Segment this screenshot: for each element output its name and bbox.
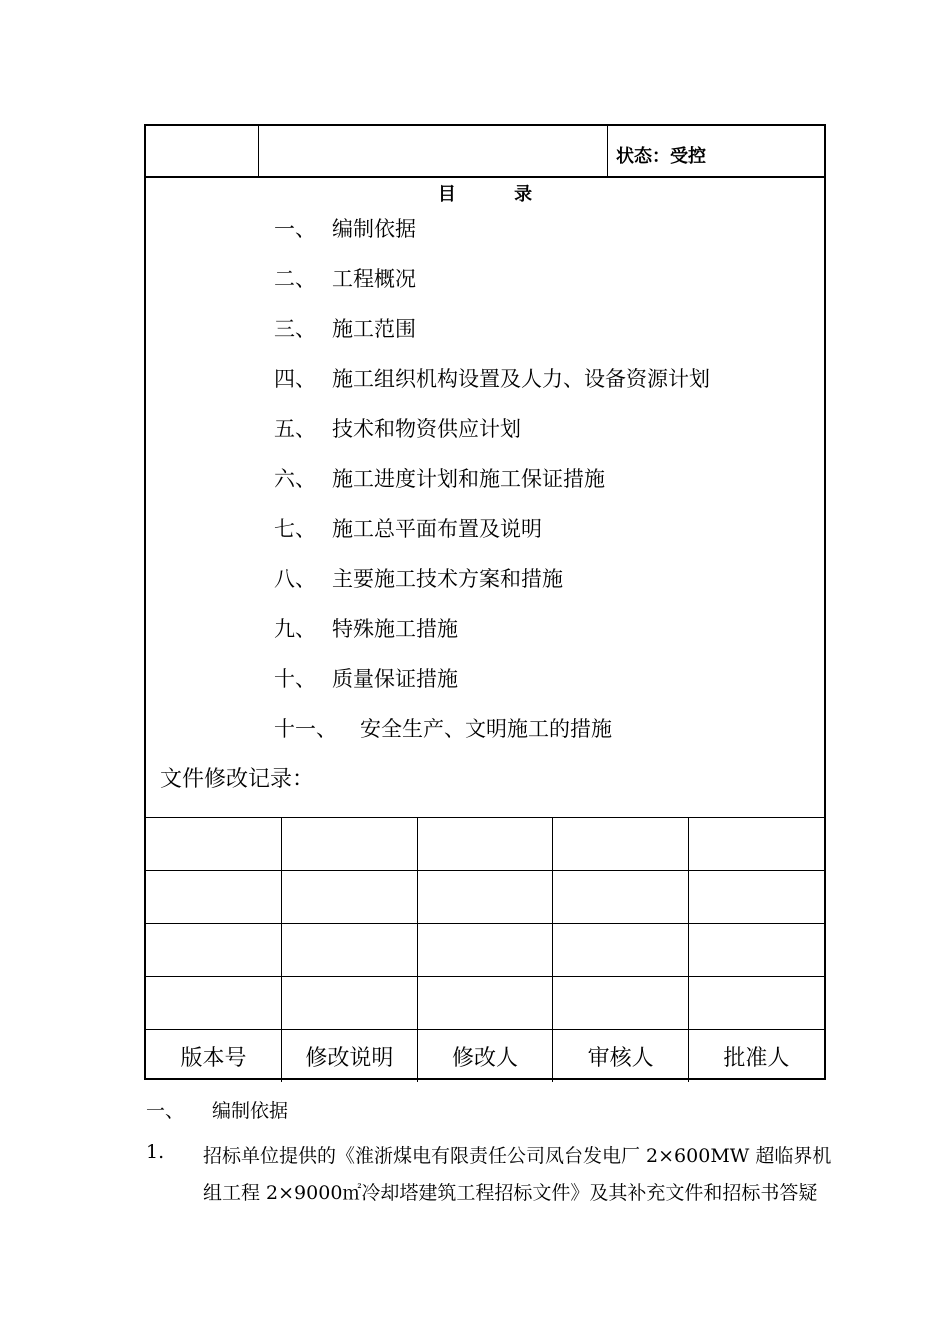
toc-item: 六、 施工进度计划和施工保证措施 bbox=[274, 467, 605, 491]
revision-table bbox=[146, 817, 824, 1082]
toc-item: 十一、 安全生产、文明施工的措施 bbox=[274, 717, 612, 741]
table-row bbox=[146, 924, 824, 977]
header-divider bbox=[607, 126, 608, 176]
table-row bbox=[146, 818, 824, 871]
header-bottom-line bbox=[146, 176, 824, 178]
table-cell bbox=[688, 818, 824, 871]
column-header: 审核人 bbox=[553, 1030, 689, 1083]
table-cell bbox=[417, 871, 553, 924]
column-header: 版本号 bbox=[146, 1030, 282, 1083]
table-cell bbox=[417, 977, 553, 1030]
paragraph-line: 组工程 2×9000㎡冷却塔建筑工程招标文件》及其补充文件和招标书答疑 bbox=[203, 1182, 818, 1204]
table-cell bbox=[146, 977, 282, 1030]
document-frame bbox=[144, 124, 826, 1080]
table-cell bbox=[282, 924, 418, 977]
header-divider bbox=[258, 126, 259, 176]
table-cell bbox=[688, 977, 824, 1030]
list-item-number: 1. bbox=[146, 1141, 165, 1163]
status-label: 状态：受控 bbox=[616, 146, 706, 167]
table-cell bbox=[688, 924, 824, 977]
table-cell bbox=[146, 818, 282, 871]
table-cell bbox=[146, 924, 282, 977]
table-cell bbox=[282, 977, 418, 1030]
toc-item: 四、 施工组织机构设置及人力、设备资源计划 bbox=[274, 367, 710, 391]
toc-title: 目 录 bbox=[437, 184, 559, 205]
table-row bbox=[146, 871, 824, 924]
toc-item: 五、 技术和物资供应计划 bbox=[274, 417, 521, 441]
table-cell bbox=[146, 871, 282, 924]
column-header: 修改说明 bbox=[282, 1030, 418, 1083]
toc-item: 七、 施工总平面布置及说明 bbox=[274, 517, 542, 541]
table-cell bbox=[688, 871, 824, 924]
toc-item: 一、 编制依据 bbox=[274, 217, 416, 241]
column-header: 批准人 bbox=[688, 1030, 824, 1083]
toc-item: 八、 主要施工技术方案和措施 bbox=[274, 567, 563, 591]
toc-item: 九、 特殊施工措施 bbox=[274, 617, 458, 641]
revision-title: 文件修改记录： bbox=[160, 767, 315, 792]
table-row bbox=[146, 977, 824, 1030]
table-cell bbox=[282, 818, 418, 871]
column-header: 修改人 bbox=[417, 1030, 553, 1083]
toc-item: 二、 工程概况 bbox=[274, 267, 416, 291]
table-cell bbox=[282, 871, 418, 924]
section-heading: 一、 编制依据 bbox=[146, 1100, 289, 1122]
table-cell bbox=[553, 924, 689, 977]
table-cell bbox=[417, 818, 553, 871]
table-cell bbox=[553, 818, 689, 871]
paragraph-line: 招标单位提供的《淮浙煤电有限责任公司凤台发电厂 2×600MW 超临界机 bbox=[203, 1145, 832, 1167]
table-header-row bbox=[146, 1030, 824, 1083]
table-cell bbox=[417, 924, 553, 977]
toc-item: 十、 质量保证措施 bbox=[274, 667, 458, 691]
toc-item: 三、 施工范围 bbox=[274, 317, 416, 341]
table-cell bbox=[553, 871, 689, 924]
table-cell bbox=[553, 977, 689, 1030]
